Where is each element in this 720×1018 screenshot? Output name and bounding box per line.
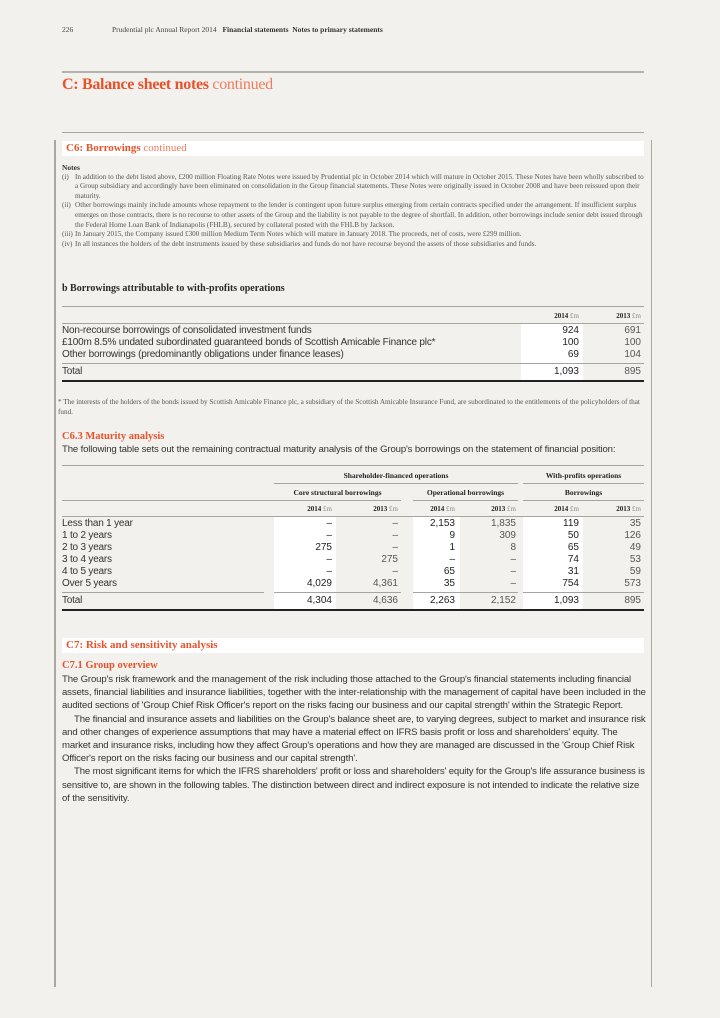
cell: 53 (629, 554, 641, 565)
table-rule (62, 592, 264, 593)
cell: 65 (567, 542, 579, 553)
value-2013: 691 (624, 325, 641, 336)
column-header: 2013 £m (491, 505, 516, 513)
cell: – (449, 554, 455, 565)
c7-banner-title: C7: Risk and sensitivity analysis (66, 639, 218, 651)
row-label: Non-recourse borrowings of consolidated investment funds (62, 325, 312, 336)
note-item (62, 173, 644, 202)
table-rule (62, 323, 644, 324)
table-row (62, 566, 644, 578)
subheader-operational: Operational borrowings (426, 488, 505, 497)
table-rule (274, 483, 518, 484)
cell: 754 (562, 578, 579, 589)
table-row (62, 518, 644, 530)
table-total-row (62, 366, 644, 378)
row-label: Total (62, 595, 83, 606)
value-2014: 100 (562, 337, 579, 348)
cell: 2,263 (429, 595, 455, 606)
cell: – (510, 578, 516, 589)
table-row (62, 337, 644, 349)
group-header-withprofits: With-profits operations (545, 471, 622, 480)
cell: – (326, 566, 332, 577)
note-text: In all instances the holders of the debt instruments issued by these subsidiaries and funds do not have recourse beyond the assets of those subsidiaries and funds. (75, 239, 537, 248)
cell: – (326, 530, 332, 541)
row-label: Total (62, 366, 83, 377)
table-bottom-rule (62, 380, 644, 382)
column-header: 2014 £m (307, 505, 332, 513)
cell: 74 (567, 554, 579, 565)
value-2013: 104 (624, 349, 641, 360)
note-item (62, 240, 644, 250)
table-total-row (62, 595, 644, 607)
row-label: Over 5 years (62, 578, 117, 589)
row-label: 2 to 3 years (62, 542, 112, 553)
row-label: Less than 1 year (62, 518, 133, 529)
c6-banner-continued: continued (143, 142, 187, 154)
page-title (62, 76, 273, 94)
c6-banner-title: C6: Borrowings (66, 142, 141, 154)
cell: 35 (443, 578, 455, 589)
note-item (62, 201, 644, 230)
note-number: (iv) (62, 239, 73, 248)
cell: – (326, 554, 332, 565)
page-number: 226 (62, 25, 74, 34)
column-header: 2014 £m (430, 505, 455, 513)
row-label: 1 to 2 years (62, 530, 112, 541)
column-header-2013: 2013 £m (616, 312, 641, 320)
table-row (62, 554, 644, 566)
table-rule (523, 483, 644, 484)
top-divider (62, 71, 644, 73)
note-text: In addition to the debt listed above, £200 million Floating Rate Notes were issued by Prudential plc in October 2014 which will mature in October 2015. These Notes have been wholly subscribed to a Group subsidiary and accordingly have been eliminated on consolidation in the Group financial statements. These Notes were originally issued in October 2008 and have been reissued upon their maturity. (75, 172, 644, 200)
c7-banner (62, 638, 644, 653)
table-b-footnote: * The interests of the holders of the bonds issued by Scottish Amicable Finance plc, a subsidiary of the Scottish Amicable Insurance Fund, are subordinated to the entitlements of the policyholders of that fund. (58, 398, 640, 416)
table-row (62, 530, 644, 542)
cell: 65 (443, 566, 455, 577)
row-label: 4 to 5 years (62, 566, 112, 577)
table-b (62, 300, 644, 386)
notes-title: Notes (62, 163, 80, 172)
table-row (62, 542, 644, 554)
cell: 50 (567, 530, 579, 541)
cell: 31 (567, 566, 579, 577)
cell: 309 (499, 530, 516, 541)
column-header-2014: 2014 £m (554, 312, 579, 320)
value-2014: 69 (567, 349, 579, 360)
table-rule (62, 363, 644, 364)
value-2014: 924 (562, 325, 579, 336)
table-rule (62, 306, 644, 307)
header-section: Financial statements (222, 25, 289, 34)
c6-banner (62, 141, 644, 156)
row-label: £100m 8.5% undated subordinated guaranteed bonds of Scottish Amicable Finance plc* (62, 337, 436, 348)
note-number: (iii) (62, 230, 73, 239)
subheader-core: Core structural borrowings (293, 488, 382, 497)
table-rule (62, 465, 644, 466)
cell: 275 (315, 542, 332, 553)
value-2013: 895 (624, 366, 641, 377)
table-row (62, 578, 644, 590)
cell: – (392, 542, 398, 553)
note-item (62, 230, 644, 240)
cell: 275 (381, 554, 398, 565)
cell: 119 (563, 518, 579, 529)
table-rule (523, 500, 644, 501)
cell: 59 (629, 566, 641, 577)
subheader-borrowings: Borrowings (564, 488, 603, 497)
table-row (62, 325, 644, 337)
cell: 895 (624, 595, 641, 606)
cell: – (510, 566, 516, 577)
page-title-bold: C: Balance sheet notes (62, 76, 209, 93)
table-b-title: b Borrowings attributable to with-profits operations (62, 283, 285, 294)
column-header: 2014 £m (554, 505, 579, 513)
row-label: 3 to 4 years (62, 554, 112, 565)
c63-title: C6.3 Maturity analysis (62, 431, 165, 442)
value-2014: 1,093 (553, 366, 579, 377)
section-divider (62, 132, 644, 133)
cell: 126 (624, 530, 641, 541)
table-rule (62, 500, 401, 501)
table-rule (413, 592, 518, 593)
cell: – (392, 518, 398, 529)
table-row (62, 349, 644, 361)
cell: 4,636 (372, 595, 398, 606)
cell: – (392, 530, 398, 541)
cell: 2,152 (490, 595, 516, 606)
header-subsection: Notes to primary statements (292, 25, 383, 34)
column-header: 2013 £m (373, 505, 398, 513)
table-bottom-rule (62, 609, 644, 611)
paragraph: The financial and insurance assets and liabilities on the Group's balance sheet are, to varying degrees, subject to market and insurance risk and other changes of experience assumptions that may have a material effect on IFRS basis profit or loss and shareholders' equity. The market and insurance risks, including how they affect Group's operations and how they are managed are discussed in the 'Group Chief Risk Officer's report on the risks facing our business and our capital strength'. (62, 713, 646, 765)
value-2013: 100 (624, 337, 641, 348)
group-header-shareholder: Shareholder-financed operations (343, 471, 449, 480)
maturity-table (62, 465, 644, 615)
cell: 4,361 (372, 578, 398, 589)
paragraph: The Group's risk framework and the management of the risk including those attached to the Group's financial statements including financial assets, financial liabilities and insurance liabilities, together with the inter-relationship with the management of capital have been included in the audited sections of 'Group Chief Risk Officer's report on the risks facing our business and our capital strength' within the Strategic Report. (62, 674, 646, 712)
page-title-continued: continued (212, 76, 273, 93)
note-text: Other borrowings mainly include amounts whose repayment to the lender is contingent upon future surplus emerging from certain contracts specified under the arrangement. If insufficient surplus emerges on those contracts, there is no recourse to other assets of the Group and the liability is not payable to the degree of shortfall. In addition, other borrowings include senior debt issued through the Federal Home Loan Bank of Indianapolis (FHLB), secured by collateral posted with the FHLB by Jackson. (75, 201, 643, 229)
note-number: (ii) (62, 201, 71, 210)
cell: 8 (510, 542, 516, 553)
c63-intro: The following table sets out the remaining contractual maturity analysis of the Group's borrowings on the statement of financial position: (62, 444, 616, 455)
table-rule (523, 592, 644, 593)
cell: 35 (629, 518, 641, 529)
cell: 1 (449, 542, 455, 553)
cell: 4,029 (306, 578, 332, 589)
cell: 2,153 (429, 518, 455, 529)
cell: 1,835 (490, 518, 516, 529)
notes-block (62, 163, 644, 249)
c71-body (62, 673, 646, 805)
note-text: In January 2015, the Company issued £300 million Medium Term Notes which will mature in January 2018. The proceeds, net of costs, were £299 million. (75, 230, 522, 239)
column-header: 2013 £m (616, 505, 641, 513)
table-rule (274, 592, 401, 593)
cell: – (392, 566, 398, 577)
publication-title: Prudential plc Annual Report 2014 (112, 25, 217, 34)
paragraph: The most significant items for which the IFRS shareholders' profit or loss and shareholders' equity for the Group's life assurance business is sensitive to, are shown in the following tables. The distinction between direct and indirect exposure is not intended to indicate the relative size of the sensitivity. (62, 766, 645, 804)
cell: 1,093 (553, 595, 579, 606)
table-rule (413, 500, 518, 501)
cell: 49 (629, 542, 641, 553)
c71-title: C7.1 Group overview (62, 660, 158, 671)
cell: – (326, 518, 332, 529)
note-number: (i) (62, 172, 69, 181)
cell: 573 (624, 578, 641, 589)
row-label: Other borrowings (predominantly obligations under finance leases) (62, 349, 344, 360)
running-header (62, 25, 383, 34)
cell: 9 (449, 530, 455, 541)
cell: 4,304 (306, 595, 332, 606)
cell: – (510, 554, 516, 565)
